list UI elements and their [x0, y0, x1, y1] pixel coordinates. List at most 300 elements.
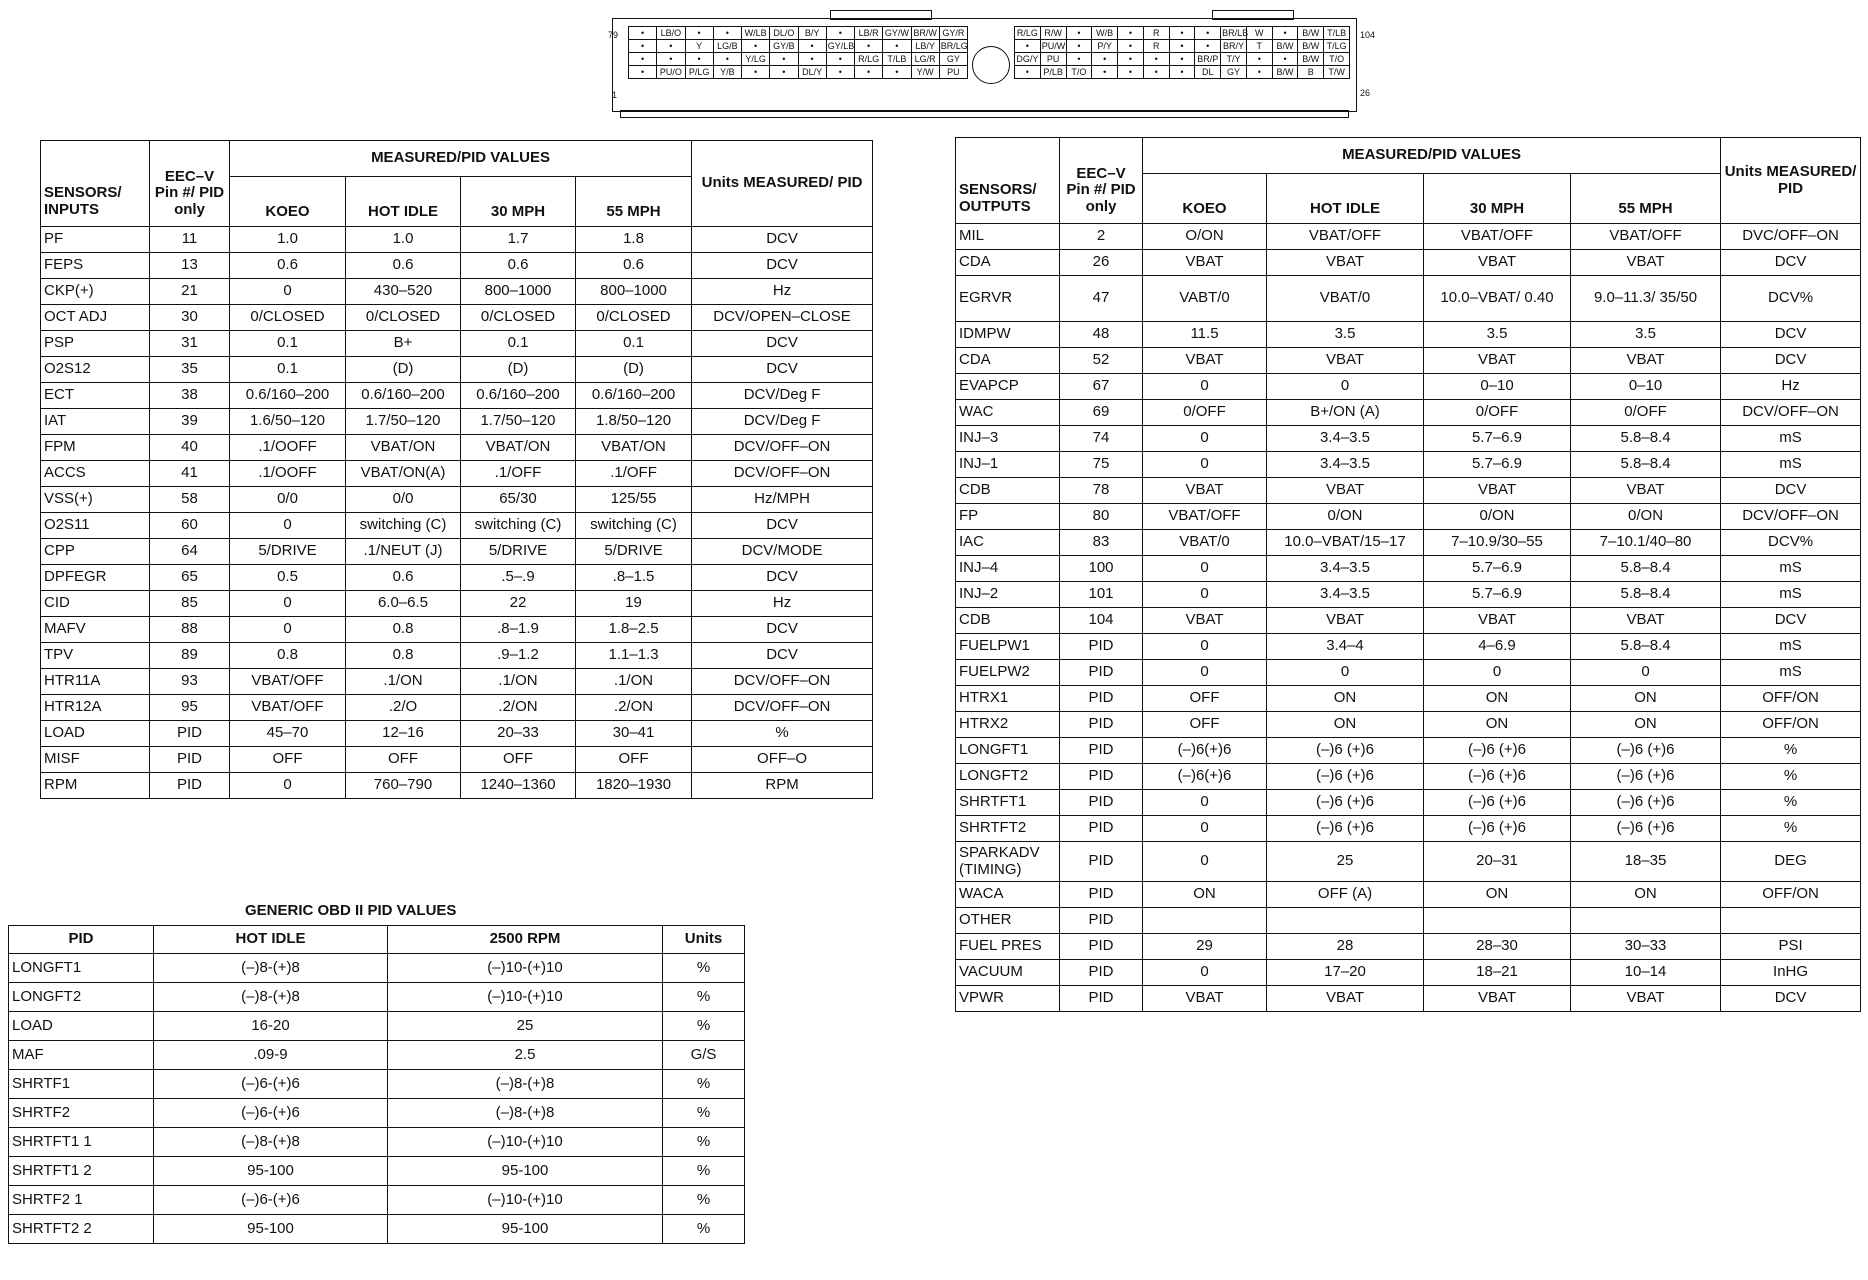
connector-pin: • — [1195, 40, 1221, 53]
connector-pin: BR/P — [1195, 53, 1221, 66]
value-cell: % — [663, 1157, 745, 1186]
value-cell: 101 — [1060, 582, 1143, 608]
row-label-cell: IAC — [956, 530, 1060, 556]
value-cell: % — [1721, 790, 1861, 816]
value-cell: % — [1721, 816, 1861, 842]
row-label-cell: INJ–2 — [956, 582, 1060, 608]
value-cell: (–)6 (+)6 — [1267, 738, 1424, 764]
value-cell: DCV/OFF–ON — [692, 695, 873, 721]
table-row — [41, 383, 873, 409]
connector-pin: Y/B — [713, 66, 741, 79]
value-cell: 5.7–6.9 — [1424, 582, 1571, 608]
value-cell: DCV% — [1721, 530, 1861, 556]
value-cell: % — [663, 1128, 745, 1157]
value-cell: VBAT — [1143, 608, 1267, 634]
value-cell: 5.8–8.4 — [1571, 582, 1721, 608]
value-cell: 0.1 — [576, 331, 692, 357]
table-row — [41, 669, 873, 695]
row-label-cell: EGRVR — [956, 276, 1060, 322]
value-cell: VBAT — [1267, 478, 1424, 504]
value-cell: VBAT — [1143, 348, 1267, 374]
value-cell: DCV/OFF–ON — [1721, 504, 1861, 530]
connector-pin: • — [1092, 66, 1118, 79]
row-label-cell: FP — [956, 504, 1060, 530]
value-cell: 4–6.9 — [1424, 634, 1571, 660]
connector-pin-row — [1015, 40, 1350, 53]
table-row — [9, 983, 745, 1012]
header-measured-pid-values: MEASURED/PID VALUES — [230, 141, 692, 177]
connector-pin: B/W — [1272, 40, 1298, 53]
value-cell: 1.0 — [346, 227, 461, 253]
value-cell: .1/ON — [576, 669, 692, 695]
connector-bottom-lip — [620, 110, 1349, 118]
row-label-cell: EVAPCP — [956, 374, 1060, 400]
value-cell: 1240–1360 — [461, 773, 576, 799]
value-cell: (–)8-(+)8 — [154, 983, 388, 1012]
table-row — [956, 660, 1861, 686]
value-cell: DCV/Deg F — [692, 409, 873, 435]
value-cell: G/S — [663, 1041, 745, 1070]
row-label-cell: O2S11 — [41, 513, 150, 539]
table-row — [956, 400, 1861, 426]
header-pin: EEC–V Pin #/ PID only — [150, 141, 230, 227]
value-cell: 38 — [150, 383, 230, 409]
connector-pin: • — [1066, 40, 1092, 53]
connector-pin-row — [1015, 53, 1350, 66]
value-cell: 5/DRIVE — [461, 539, 576, 565]
value-cell: 0 — [1267, 660, 1424, 686]
value-cell: 30 — [150, 305, 230, 331]
value-cell: 17–20 — [1267, 960, 1424, 986]
sensors-inputs-table — [40, 140, 873, 799]
row-label-cell: O2S12 — [41, 357, 150, 383]
value-cell: mS — [1721, 660, 1861, 686]
value-cell: 16-20 — [154, 1012, 388, 1041]
value-cell: % — [692, 721, 873, 747]
connector-pin: LG/R — [911, 53, 939, 66]
value-cell: 21 — [150, 279, 230, 305]
connector-pin: GY/LB — [827, 40, 855, 51]
value-cell: (D) — [461, 357, 576, 383]
row-label-cell: FUELPW1 — [956, 634, 1060, 660]
row-label-cell: PSP — [41, 331, 150, 357]
row-label-cell: FPM — [41, 435, 150, 461]
connector-pin: W — [1246, 27, 1272, 40]
value-cell: .2/O — [346, 695, 461, 721]
value-cell: 0/CLOSED — [576, 305, 692, 331]
table-row — [956, 816, 1861, 842]
table-row — [41, 461, 873, 487]
connector-pin: BR/LB — [1222, 27, 1249, 38]
value-cell: 0/CLOSED — [346, 305, 461, 331]
table-row — [41, 773, 873, 799]
row-label-cell: VACUUM — [956, 960, 1060, 986]
value-cell: mS — [1721, 452, 1861, 478]
connector-pin: Y/LG — [742, 53, 770, 66]
value-cell: .1/OFF — [461, 461, 576, 487]
connector-pin: P/Y — [1092, 40, 1118, 53]
value-cell: 78 — [1060, 478, 1143, 504]
value-cell: (–)6 (+)6 — [1424, 790, 1571, 816]
value-cell: DCV — [1721, 986, 1861, 1012]
connector-pin: • — [770, 53, 798, 66]
table-row — [41, 409, 873, 435]
value-cell: VBAT — [1267, 986, 1424, 1012]
table-row — [41, 435, 873, 461]
value-cell: 20–33 — [461, 721, 576, 747]
value-cell: PID — [150, 721, 230, 747]
value-cell: 1.6/50–120 — [230, 409, 346, 435]
value-cell: VBAT/ON — [461, 435, 576, 461]
generic-obd-pid-table — [8, 925, 745, 1244]
table-row — [956, 986, 1861, 1012]
connector-pin: GY — [939, 53, 967, 66]
table-row — [9, 1215, 745, 1244]
value-cell: PID — [1060, 790, 1143, 816]
value-cell: 10–14 — [1571, 960, 1721, 986]
row-label-cell: CDB — [956, 608, 1060, 634]
row-label-cell: FUELPW2 — [956, 660, 1060, 686]
connector-pin: • — [1143, 53, 1169, 66]
value-cell: 28 — [1267, 934, 1424, 960]
row-label-cell: ACCS — [41, 461, 150, 487]
value-cell: .1/OOFF — [230, 435, 346, 461]
value-cell: OFF — [461, 747, 576, 773]
value-cell: 88 — [150, 617, 230, 643]
value-cell: Hz — [692, 279, 873, 305]
connector-pin: BR/LG — [940, 40, 968, 51]
connector-pin: • — [798, 40, 826, 53]
value-cell: VBAT/OFF — [1571, 224, 1721, 250]
value-cell: PID — [1060, 882, 1143, 908]
generic-obd-title: GENERIC OBD II PID VALUES — [245, 902, 457, 919]
value-cell: 0 — [230, 773, 346, 799]
value-cell: (–)6-(+)6 — [154, 1186, 388, 1215]
value-cell: (–)10-(+)10 — [388, 983, 663, 1012]
value-cell: 9.0–11.3/ 35/50 — [1571, 276, 1721, 322]
value-cell: 0.6/160–200 — [346, 383, 461, 409]
value-cell: 5.8–8.4 — [1571, 452, 1721, 478]
connector-pin: W/LB — [742, 27, 770, 40]
value-cell: 5.7–6.9 — [1424, 426, 1571, 452]
header-out-pin: EEC–V Pin #/ PID only — [1060, 138, 1143, 224]
value-cell: % — [663, 983, 745, 1012]
connector-pin: R — [1143, 40, 1169, 53]
table-row — [9, 1186, 745, 1215]
connector-pin: P/LG — [685, 66, 713, 79]
header-koeo: KOEO — [230, 177, 346, 227]
table-row — [41, 487, 873, 513]
connector-pin: • — [1118, 27, 1144, 40]
value-cell: 64 — [150, 539, 230, 565]
value-cell: VBAT/OFF — [230, 695, 346, 721]
value-cell: O/ON — [1143, 224, 1267, 250]
row-label-cell: INJ–3 — [956, 426, 1060, 452]
connector-pin: GY/R — [939, 27, 967, 40]
value-cell: 39 — [150, 409, 230, 435]
table-row — [956, 790, 1861, 816]
connector-pin: • — [1169, 27, 1195, 40]
value-cell: (–)6 (+)6 — [1424, 764, 1571, 790]
connector-pin: • — [1272, 27, 1298, 40]
connector-pin: • — [713, 53, 741, 66]
connector-pin: R/W — [1040, 27, 1066, 40]
value-cell: 125/55 — [576, 487, 692, 513]
value-cell: % — [663, 1012, 745, 1041]
value-cell: (–)6(+)6 — [1143, 738, 1267, 764]
value-cell: 0.6 — [461, 253, 576, 279]
value-cell: 3.4–3.5 — [1267, 582, 1424, 608]
value-cell: DCV — [692, 253, 873, 279]
table-row — [41, 305, 873, 331]
row-label-cell: MIL — [956, 224, 1060, 250]
value-cell: (–)8-(+)8 — [154, 954, 388, 983]
value-cell: (–)6 (+)6 — [1571, 816, 1721, 842]
value-cell: 18–35 — [1571, 842, 1721, 882]
table-row — [956, 250, 1861, 276]
connector-pin: W/B — [1092, 27, 1118, 40]
header-55-mph: 55 MPH — [576, 177, 692, 227]
value-cell: 18–21 — [1424, 960, 1571, 986]
value-cell: 95-100 — [388, 1157, 663, 1186]
table-row — [956, 686, 1861, 712]
value-cell: VBAT — [1424, 986, 1571, 1012]
value-cell: (–)6 (+)6 — [1267, 790, 1424, 816]
header-out-measured-pid-values: MEASURED/PID VALUES — [1143, 138, 1721, 174]
value-cell: DCV/MODE — [692, 539, 873, 565]
connector-pin: P/LB — [1040, 66, 1066, 79]
value-cell: 800–1000 — [576, 279, 692, 305]
row-label-cell: HTRX2 — [956, 712, 1060, 738]
value-cell: OFF (A) — [1267, 882, 1424, 908]
value-cell: 1820–1930 — [576, 773, 692, 799]
connector-pin: • — [1066, 27, 1092, 40]
table-row — [41, 279, 873, 305]
row-label-cell: SHRTFT1 1 — [9, 1128, 154, 1157]
connector-pin: • — [1169, 66, 1195, 79]
table-row — [9, 1157, 745, 1186]
connector-pin: T/LB — [1324, 27, 1350, 40]
value-cell: 85 — [150, 591, 230, 617]
pin-label-26: 26 — [1360, 88, 1371, 98]
connector-pin: T/LG — [1324, 40, 1350, 53]
value-cell: 0 — [1143, 842, 1267, 882]
value-cell: .8–1.5 — [576, 565, 692, 591]
value-cell: 1.8 — [576, 227, 692, 253]
value-cell: (–)6 (+)6 — [1571, 764, 1721, 790]
value-cell: Hz/MPH — [692, 487, 873, 513]
value-cell: PID — [1060, 816, 1143, 842]
value-cell: 11 — [150, 227, 230, 253]
connector-pin: • — [657, 53, 685, 66]
table-row — [41, 747, 873, 773]
value-cell: 1.0 — [230, 227, 346, 253]
value-cell: 3.4–3.5 — [1267, 452, 1424, 478]
value-cell: DCV/Deg F — [692, 383, 873, 409]
connector-pin: • — [1118, 53, 1144, 66]
header-sensors-inputs: SENSORS/ INPUTS — [41, 141, 150, 227]
connector-pin: • — [629, 66, 657, 79]
table-row — [956, 738, 1861, 764]
value-cell: 5.8–8.4 — [1571, 556, 1721, 582]
header-pid: PID — [9, 926, 154, 954]
value-cell: (–)6 (+)6 — [1267, 764, 1424, 790]
value-cell: 95-100 — [154, 1157, 388, 1186]
value-cell: VBAT — [1571, 986, 1721, 1012]
value-cell — [1143, 908, 1267, 934]
value-cell: 31 — [150, 331, 230, 357]
value-cell: 3.5 — [1267, 322, 1424, 348]
connector-pin: Y — [685, 40, 713, 53]
value-cell: 7–10.1/40–80 — [1571, 530, 1721, 556]
row-label-cell: SHRTFT1 — [956, 790, 1060, 816]
connector-pin: R — [1143, 27, 1169, 40]
value-cell: 0.6 — [346, 565, 461, 591]
value-cell: 5/DRIVE — [230, 539, 346, 565]
value-cell: 0.6 — [346, 253, 461, 279]
value-cell: B+ — [346, 331, 461, 357]
value-cell: 104 — [1060, 608, 1143, 634]
connector-pin: B/Y — [798, 27, 826, 40]
value-cell: VBAT — [1571, 608, 1721, 634]
value-cell: VBAT — [1143, 250, 1267, 276]
row-label-cell: VPWR — [956, 986, 1060, 1012]
ecu-connector-diagram — [608, 18, 1376, 122]
value-cell: 0.6 — [576, 253, 692, 279]
value-cell: 430–520 — [346, 279, 461, 305]
header-out-55-mph: 55 MPH — [1571, 174, 1721, 224]
value-cell: 0/ON — [1571, 504, 1721, 530]
value-cell: 0/OFF — [1571, 400, 1721, 426]
value-cell: 30–41 — [576, 721, 692, 747]
value-cell: .1/OFF — [576, 461, 692, 487]
table-row — [9, 1012, 745, 1041]
value-cell: 0 — [1424, 660, 1571, 686]
value-cell: 0.1 — [461, 331, 576, 357]
row-label-cell: INJ–4 — [956, 556, 1060, 582]
connector-pin: LB/Y — [911, 40, 939, 53]
connector-pin: • — [1246, 66, 1272, 79]
table-row — [956, 504, 1861, 530]
value-cell: ON — [1267, 712, 1424, 738]
value-cell: 25 — [1267, 842, 1424, 882]
table-row — [956, 712, 1861, 738]
table-row — [956, 582, 1861, 608]
row-label-cell: SHRTF2 — [9, 1099, 154, 1128]
value-cell: 1.7/50–120 — [461, 409, 576, 435]
table-row — [956, 908, 1861, 934]
row-label-cell: OCT ADJ — [41, 305, 150, 331]
value-cell: 0.1 — [230, 357, 346, 383]
connector-pin: B — [1298, 66, 1324, 79]
value-cell: % — [663, 954, 745, 983]
value-cell: ON — [1143, 882, 1267, 908]
table-row — [956, 348, 1861, 374]
value-cell: mS — [1721, 582, 1861, 608]
value-cell: switching (C) — [346, 513, 461, 539]
row-label-cell: RPM — [41, 773, 150, 799]
value-cell: (–)6(+)6 — [1143, 764, 1267, 790]
value-cell: 7–10.9/30–55 — [1424, 530, 1571, 556]
value-cell: 0 — [1143, 374, 1267, 400]
value-cell: 35 — [150, 357, 230, 383]
value-cell: DCV — [1721, 348, 1861, 374]
value-cell: 3.4–3.5 — [1267, 556, 1424, 582]
connector-pin: • — [883, 66, 911, 79]
value-cell: .1/ON — [461, 669, 576, 695]
value-cell: 22 — [461, 591, 576, 617]
value-cell: VBAT/OFF — [1424, 224, 1571, 250]
value-cell — [1267, 908, 1424, 934]
value-cell: .2/ON — [576, 695, 692, 721]
connector-pin: PU/W — [1041, 40, 1066, 51]
value-cell: 40 — [150, 435, 230, 461]
connector-pin: GY — [1221, 66, 1247, 79]
table-row — [9, 954, 745, 983]
value-cell: 0 — [1143, 660, 1267, 686]
row-label-cell: HTR12A — [41, 695, 150, 721]
header-out-units: Units MEASURED/ PID — [1721, 138, 1861, 224]
connector-pin: T/LB — [883, 53, 911, 66]
connector-pin: GY/W — [883, 27, 911, 40]
table-row — [956, 764, 1861, 790]
value-cell: VBAT — [1143, 478, 1267, 504]
pin-label-104: 104 — [1360, 30, 1376, 40]
value-cell: 95 — [150, 695, 230, 721]
value-cell: 25 — [388, 1012, 663, 1041]
row-label-cell: TPV — [41, 643, 150, 669]
value-cell: DCV — [692, 227, 873, 253]
connector-pin: • — [1195, 27, 1221, 40]
value-cell: 3.4–4 — [1267, 634, 1424, 660]
value-cell: PID — [1060, 764, 1143, 790]
connector-top-tab — [830, 10, 932, 20]
value-cell: 47 — [1060, 276, 1143, 322]
row-label-cell: SHRTFT2 — [956, 816, 1060, 842]
value-cell: DCV — [1721, 608, 1861, 634]
connector-pin: R/LG — [1015, 27, 1041, 40]
value-cell: 0/0 — [346, 487, 461, 513]
row-label-cell: PF — [41, 227, 150, 253]
value-cell: mS — [1721, 556, 1861, 582]
connector-pin: • — [855, 66, 883, 79]
value-cell: (–)8-(+)8 — [154, 1128, 388, 1157]
value-cell: VBAT/OFF — [230, 669, 346, 695]
value-cell: mS — [1721, 634, 1861, 660]
value-cell: VBAT — [1267, 608, 1424, 634]
value-cell: % — [663, 1070, 745, 1099]
value-cell: 0–10 — [1424, 374, 1571, 400]
value-cell: DCV/OFF–ON — [692, 435, 873, 461]
connector-pin: B/W — [1298, 53, 1324, 66]
value-cell: 0 — [230, 279, 346, 305]
value-cell — [1424, 908, 1571, 934]
value-cell: 5.8–8.4 — [1571, 634, 1721, 660]
connector-pin: BR/W — [911, 27, 939, 40]
connector-pin: • — [826, 53, 854, 66]
value-cell: 0/0 — [230, 487, 346, 513]
value-cell: 0 — [1143, 556, 1267, 582]
value-cell: PID — [1060, 634, 1143, 660]
table-row — [956, 276, 1861, 322]
value-cell: 0 — [230, 513, 346, 539]
value-cell: 1.7 — [461, 227, 576, 253]
row-label-cell: CKP(+) — [41, 279, 150, 305]
value-cell: 1.8–2.5 — [576, 617, 692, 643]
value-cell: (–)6 (+)6 — [1424, 816, 1571, 842]
value-cell: VBAT — [1571, 250, 1721, 276]
connector-pin-row — [629, 27, 968, 40]
